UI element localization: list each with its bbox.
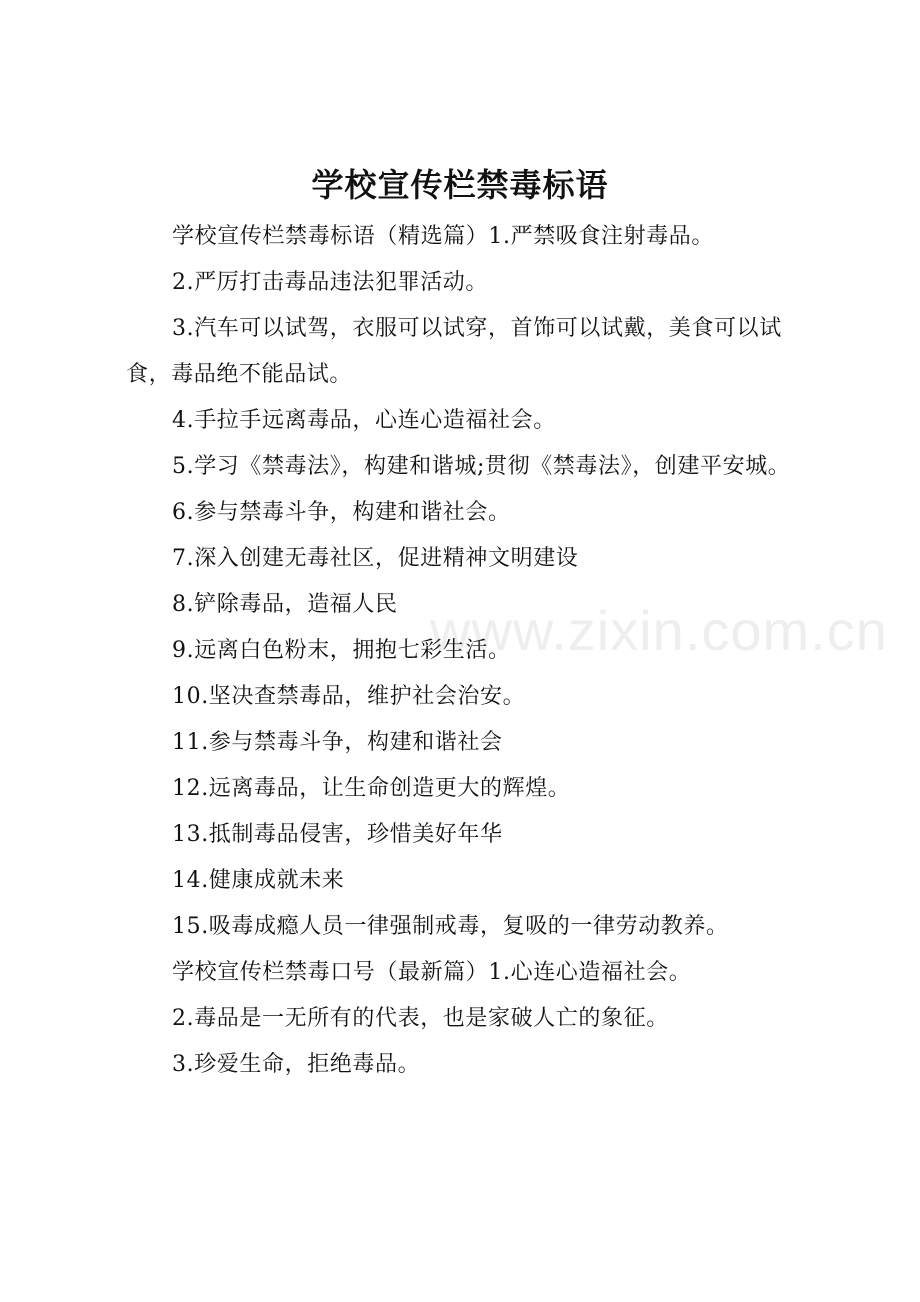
paragraph: 11.参与禁毒斗争，构建和谐社会 <box>172 730 503 755</box>
document-body <box>126 214 812 1088</box>
paragraph: 12.远离毒品，让生命创造更大的辉煌。 <box>172 776 571 801</box>
paragraph: 9.远离白色粉末，拥抱七彩生活。 <box>172 638 511 663</box>
paragraph: 6.参与禁毒斗争，构建和谐社会。 <box>172 500 511 525</box>
paragraph: 4.手拉手远离毒品，心连心造福社会。 <box>172 408 556 433</box>
paragraph: 10.坚决查禁毒品，维护社会治安。 <box>172 684 526 709</box>
paragraph: 2.毒品是一无所有的代表，也是家破人亡的象征。 <box>172 1006 669 1031</box>
paragraph: 3.珍爱生命，拒绝毒品。 <box>172 1052 421 1077</box>
paragraph: 3.汽车可以试驾，衣服可以试穿，首饰可以试戴，美食可以试食，毒品绝不能品试。 <box>126 316 782 387</box>
paragraph: 5.学习《禁毒法》，构建和谐城;贯彻《禁毒法》，创建平安城。 <box>172 454 791 479</box>
paragraph: 2.严厉打击毒品违法犯罪活动。 <box>172 270 488 295</box>
paragraph: 7.深入创建无毒社区，促进精神文明建设 <box>172 546 579 571</box>
document-title: 学校宣传栏禁毒标语 <box>311 166 609 204</box>
paragraph: 14.健康成就未来 <box>172 868 345 893</box>
watermark: www.zixin.com.cn <box>430 599 888 662</box>
paragraph: 8.铲除毒品，造福人民 <box>172 592 398 617</box>
paragraph: 13.抵制毒品侵害，珍惜美好年华 <box>172 822 503 847</box>
paragraph: 15.吸毒成瘾人员一律强制戒毒，复吸的一律劳动教养。 <box>172 914 729 939</box>
paragraph: 学校宣传栏禁毒口号（最新篇）1.心连心造福社会。 <box>172 960 692 985</box>
paragraph: 学校宣传栏禁毒标语（精选篇）1.严禁吸食注射毒品。 <box>172 224 714 249</box>
